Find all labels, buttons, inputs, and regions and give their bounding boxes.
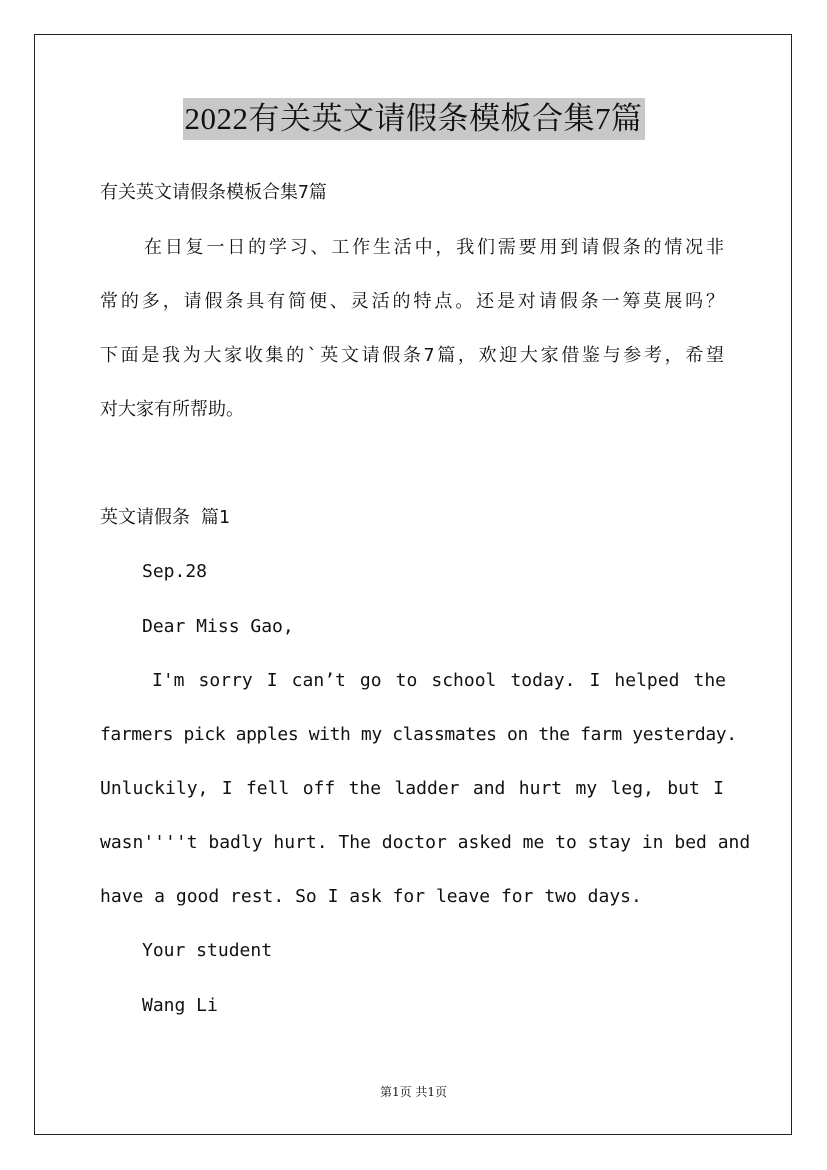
intro-line-3: 下面是我为大家收集的`英文请假条7篇，欢迎大家借鉴与参考，希望 [100, 345, 724, 366]
section-heading: 英文请假条 篇1 [100, 507, 230, 528]
intro-line-1: 在日复一日的学习、工作生活中，我们需要用到请假条的情况非 [144, 237, 724, 258]
title-container [0, 98, 827, 140]
letter-body-line-5: have a good rest. So I ask for leave for two days. [100, 886, 642, 907]
letter-body-line-3: Unluckily, I fell off the ladder and hurt my leg, but I [100, 778, 724, 799]
letter-body-line-2: farmers pick apples with my classmates on the farm yesterday. [100, 724, 737, 745]
document-title: 2022有关英文请假条模板合集7篇 [183, 98, 645, 140]
letter-date: Sep.28 [142, 561, 208, 582]
letter-closing: Your student [142, 940, 273, 961]
intro-line-4: 对大家有所帮助。 [100, 399, 244, 420]
letter-salutation: Dear Miss Gao, [142, 616, 294, 637]
document-subtitle: 有关英文请假条模板合集7篇 [100, 182, 327, 203]
page-footer: 第1页 共1页 [379, 1085, 448, 1099]
intro-line-2: 常的多，请假条具有简便、灵活的特点。还是对请假条一筹莫展吗？ [100, 291, 724, 312]
letter-body-line-4: wasn''''t badly hurt. The doctor asked me to stay in bed and [100, 832, 751, 853]
letter-signature: Wang Li [142, 995, 218, 1016]
letter-body-line-1: I'm sorry I can’t go to school today. I helped the [152, 670, 726, 691]
